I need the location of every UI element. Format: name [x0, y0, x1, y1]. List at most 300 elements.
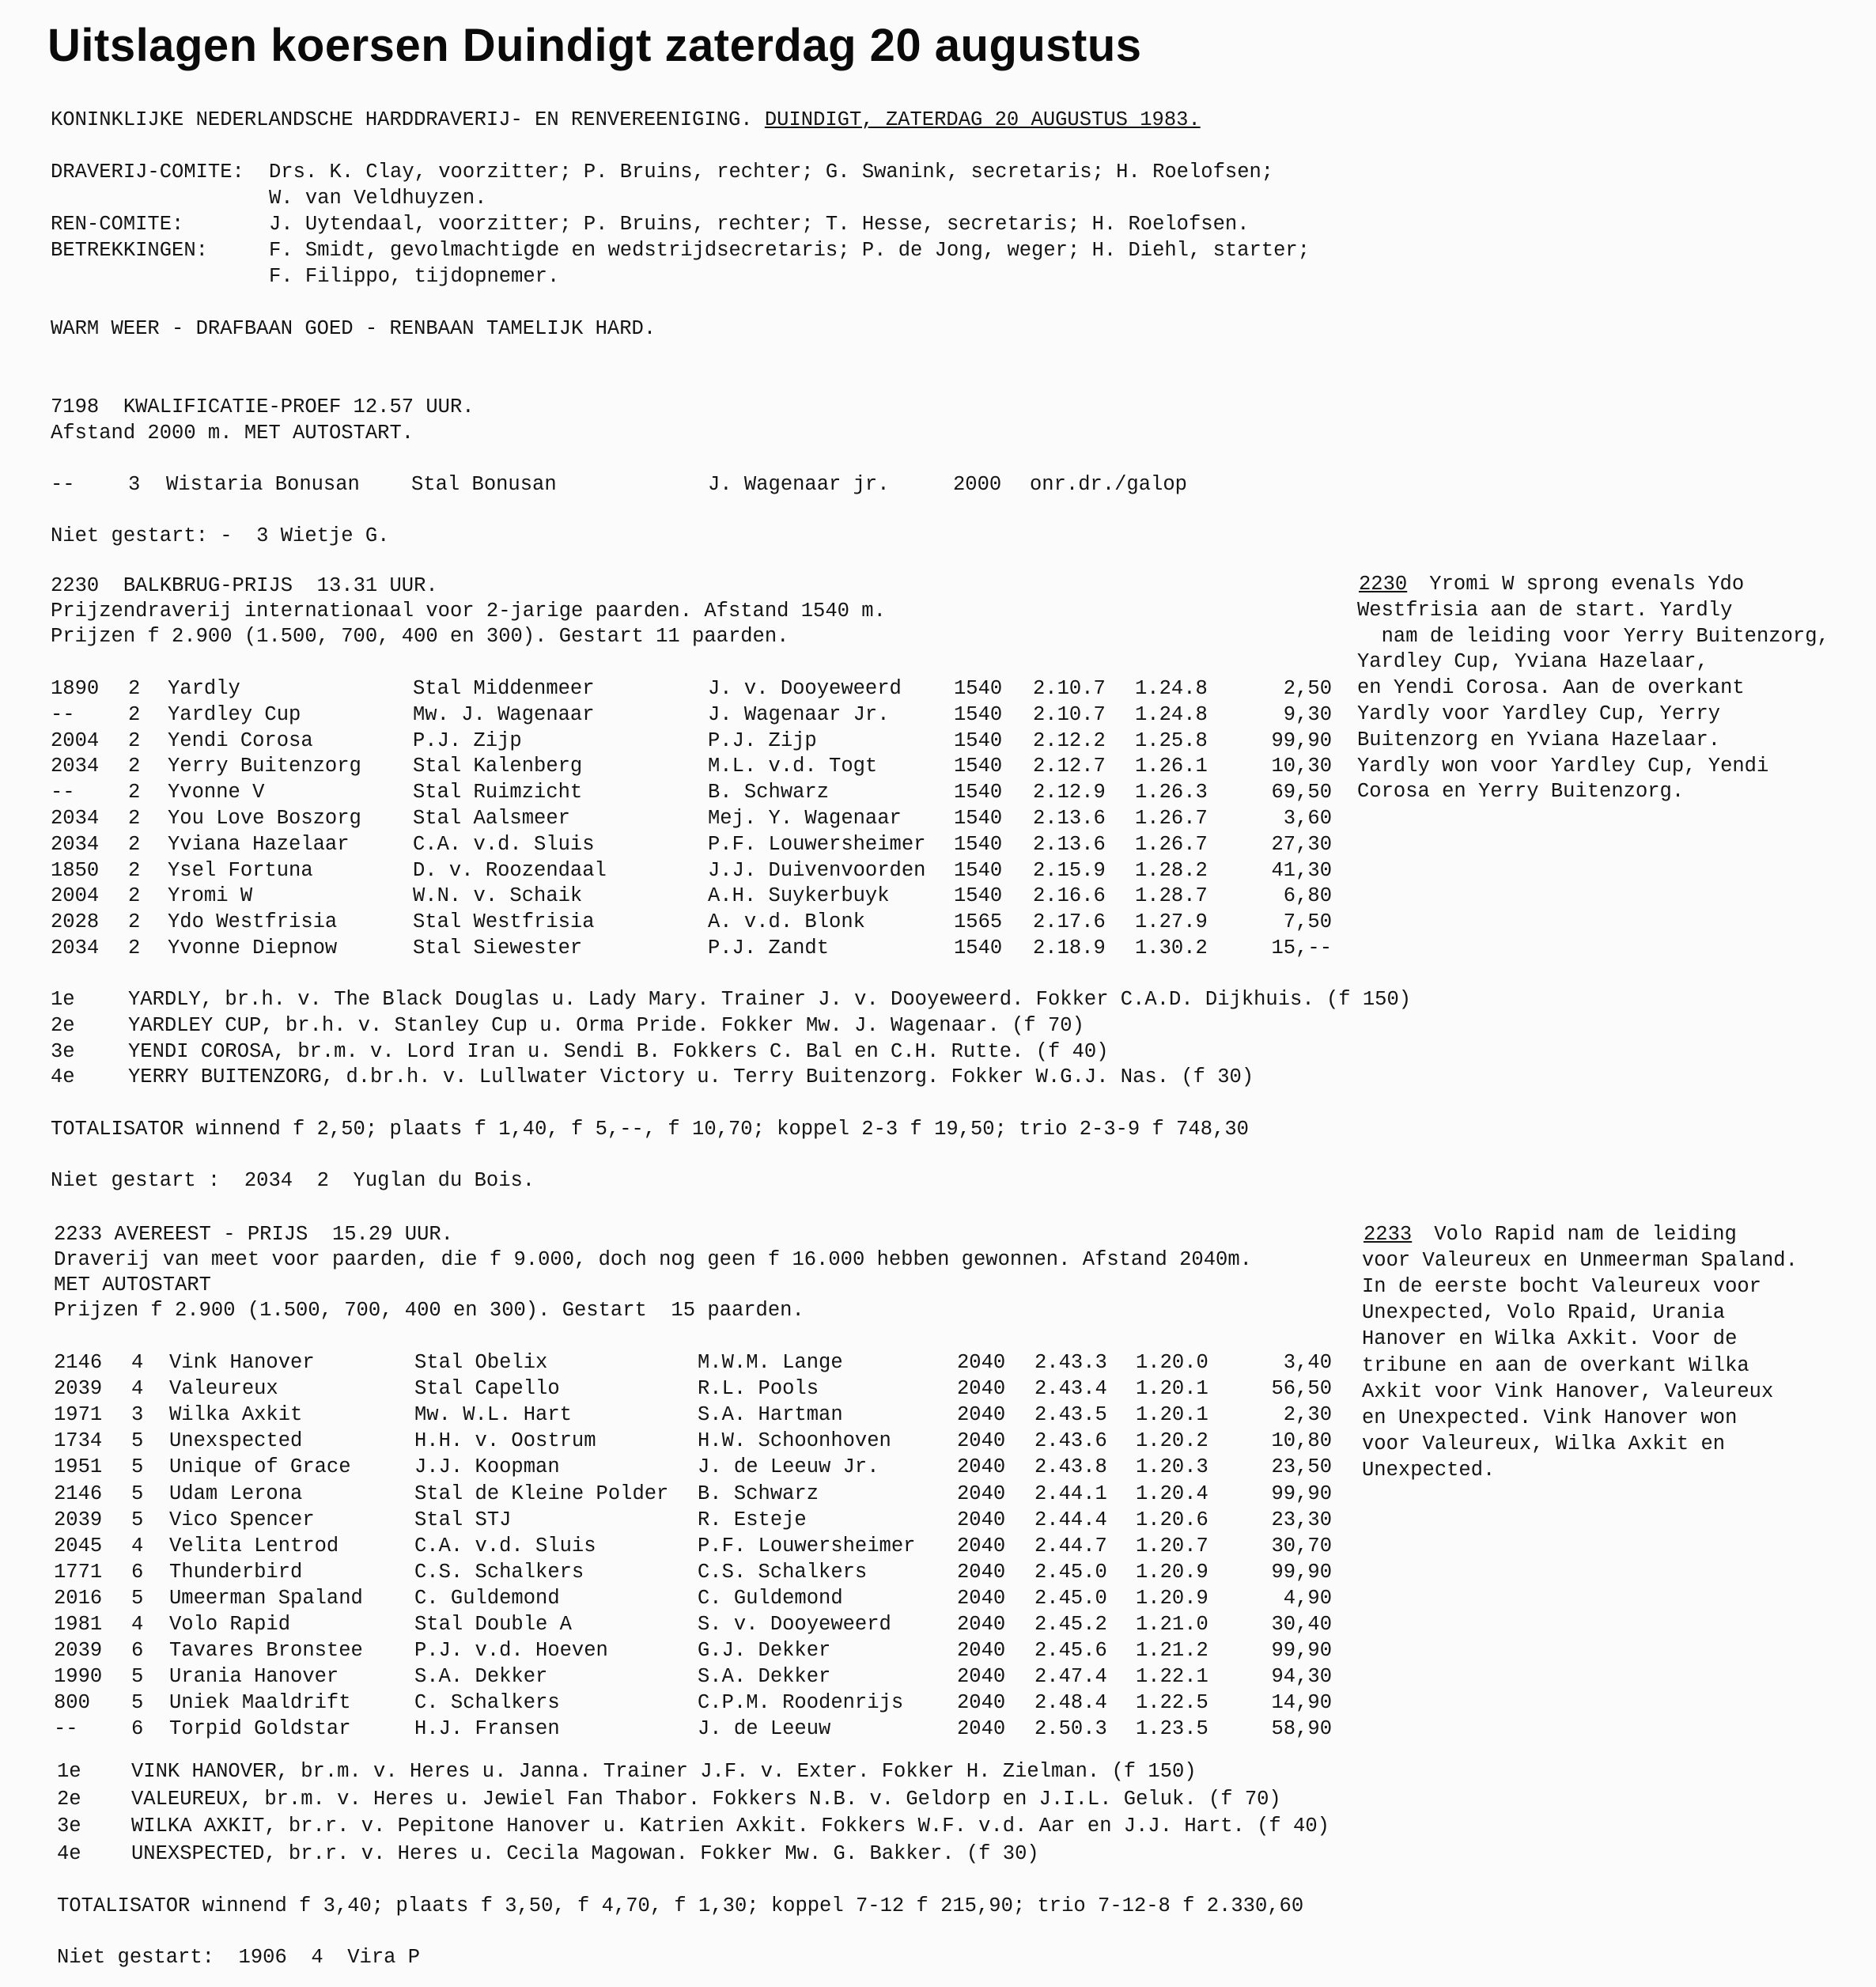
- race-2230-number: 2230: [51, 574, 100, 597]
- betrekkingen-members-2: F. Filippo, tijdopnemer.: [269, 265, 560, 288]
- cell-age: 2: [128, 702, 141, 726]
- cell-distance: 2040: [957, 1508, 1006, 1531]
- cell-odds: 9,30: [1283, 702, 1332, 726]
- cell-km-time: 2.16.6: [1033, 884, 1106, 908]
- entry-result: onr.dr./galop: [1030, 473, 1187, 496]
- cell-driver: B. Schwarz: [698, 1482, 819, 1505]
- note-number-link: 2233: [1364, 1223, 1413, 1246]
- cell-driver: M.L. v.d. Togt: [708, 755, 878, 778]
- cell-distance: 2040: [957, 1534, 1006, 1557]
- draverij-members-2: W. van Veldhuyzen.: [269, 187, 487, 210]
- cell-odds: 99,90: [1271, 1560, 1332, 1584]
- cell-total-time: 1.20.0: [1136, 1351, 1208, 1374]
- cell-distance: 1540: [954, 755, 1003, 778]
- cell-horse: Valeureux: [169, 1377, 278, 1401]
- cell-horse: Vink Hanover: [169, 1351, 315, 1374]
- cell-total-time: 1.20.7: [1136, 1534, 1208, 1557]
- placing-row: [0, 1787, 1503, 1813]
- table-row: [0, 754, 1345, 780]
- cell-age: 6: [131, 1560, 144, 1584]
- cell-total-time: 1.26.1: [1135, 755, 1208, 778]
- cell-km-time: 2.45.0: [1034, 1560, 1107, 1584]
- cell-owner: H.J. Fransen: [414, 1717, 560, 1741]
- cell-horse: Yvonne V: [168, 781, 265, 804]
- cell-km-time: 2.45.6: [1034, 1639, 1107, 1663]
- cell-owner: S.A. Dekker: [414, 1665, 548, 1689]
- cell-total-time: 1.26.7: [1135, 807, 1208, 830]
- cell-total-time: 1.24.8: [1135, 702, 1208, 726]
- table-row: [0, 729, 1345, 755]
- cell-prev-race: 2034: [51, 755, 100, 778]
- race-2233-note-number: [1364, 1221, 1412, 1247]
- table-row: [0, 1350, 1345, 1376]
- cell-prev-race: 2028: [51, 910, 100, 934]
- cell-driver: Mej. Y. Wagenaar: [708, 807, 902, 830]
- table-row: [0, 1560, 1345, 1586]
- race-2233-not-started: Niet gestart: 1906 4 Vira P: [57, 1946, 421, 1969]
- betrekkingen-label: BETREKKINGEN:: [51, 239, 208, 262]
- ren-label: REN-COMITE:: [51, 213, 184, 236]
- note-line: Westfrisia aan de start. Yardly: [1357, 598, 1733, 622]
- entry-age: 3: [128, 473, 141, 496]
- cell-owner: C. Schalkers: [414, 1691, 560, 1715]
- cell-prev-race: 1890: [51, 677, 100, 700]
- cell-prev-race: 1971: [54, 1403, 103, 1427]
- cell-distance: 2040: [957, 1613, 1006, 1636]
- cell-horse: Udam Lerona: [169, 1482, 303, 1505]
- cell-owner: H.H. v. Oostrum: [414, 1429, 596, 1453]
- cell-age: 2: [128, 729, 141, 752]
- placing-position: 2e: [57, 1787, 81, 1811]
- cell-km-time: 2.43.3: [1034, 1351, 1107, 1374]
- cell-prev-race: 1951: [54, 1455, 103, 1479]
- race-2230-conditions: Prijzendraverij internationaal voor 2-jarige paarden. Afstand 1540 m.: [51, 600, 886, 623]
- table-row: [0, 1376, 1345, 1402]
- cell-age: 5: [131, 1429, 144, 1453]
- note-number-link: 2230: [1359, 573, 1408, 596]
- draverij-label: DRAVERIJ-COMITE:: [51, 161, 244, 184]
- cell-odds: 10,30: [1271, 755, 1332, 778]
- cell-owner: C. Guldemond: [414, 1586, 560, 1610]
- table-row: [0, 910, 1345, 936]
- cell-distance: 1540: [954, 832, 1003, 856]
- table-row: [0, 832, 1345, 858]
- cell-total-time: 1.20.9: [1136, 1560, 1208, 1584]
- placing-position: 4e: [51, 1065, 75, 1089]
- placing-row: [0, 1759, 1503, 1785]
- cell-horse: Yerry Buitenzorg: [168, 755, 361, 778]
- placing-description: VALEUREUX, br.m. v. Heres u. Jewiel Fan Thabor. Fokkers N.B. v. Geldorp en J.I.L. Geluk. (f 70): [131, 1787, 1281, 1811]
- table-row: [0, 702, 1345, 729]
- draverij-members-1: Drs. K. Clay, voorzitter; P. Bruins, rechter; G. Swanink, secretaris; H. Roelofsen;: [269, 161, 1274, 184]
- placing-position: 3e: [57, 1815, 81, 1838]
- note-line: Hanover en Wilka Axkit. Voor de: [1362, 1327, 1738, 1351]
- cell-km-time: 2.50.3: [1034, 1717, 1107, 1741]
- table-row: [0, 858, 1345, 884]
- cell-odds: 14,90: [1271, 1691, 1332, 1715]
- table-row: [0, 1690, 1345, 1716]
- note-line: en Yendi Corosa. Aan de overkant: [1357, 676, 1745, 700]
- race-2230-totalisator: TOTALISATOR winnend f 2,50; plaats f 1,40, f 5,--, f 10,70; koppel 2-3 f 19,50; trio 2-3-9 f 748,30: [51, 1118, 1249, 1141]
- cell-horse: Yardley Cup: [168, 702, 301, 726]
- meeting-date: DUINDIGT, ZATERDAG 20 AUGUSTUS 1983.: [764, 108, 1201, 131]
- cell-total-time: 1.30.2: [1135, 937, 1208, 959]
- cell-age: 2: [128, 781, 141, 804]
- cell-distance: 2040: [957, 1429, 1006, 1453]
- cell-odds: 99,90: [1271, 729, 1332, 752]
- cell-km-time: 2.13.6: [1033, 832, 1106, 856]
- cell-owner: P.J. Zijp: [413, 729, 522, 752]
- cell-distance: 2040: [957, 1586, 1006, 1610]
- cell-distance: 2040: [957, 1691, 1006, 1715]
- cell-km-time: 2.44.7: [1034, 1534, 1107, 1557]
- cell-prev-race: 2039: [54, 1377, 103, 1401]
- cell-prev-race: --: [54, 1717, 78, 1741]
- cell-total-time: 1.20.1: [1136, 1377, 1208, 1401]
- cell-distance: 1540: [954, 858, 1003, 882]
- cell-km-time: 2.45.2: [1034, 1613, 1107, 1636]
- cell-odds: 2,50: [1283, 677, 1332, 700]
- cell-horse: Umeerman Spaland: [169, 1586, 363, 1610]
- note-line: Yardley Cup, Yviana Hazelaar,: [1357, 650, 1708, 674]
- cell-odds: 4,90: [1283, 1586, 1332, 1610]
- cell-odds: 27,30: [1271, 832, 1332, 856]
- cell-horse: Yvonne Diepnow: [168, 937, 338, 959]
- cell-distance: 1540: [954, 884, 1003, 908]
- entry-owner: Stal Bonusan: [411, 473, 557, 496]
- cell-prev-race: 1734: [54, 1429, 103, 1453]
- cell-distance: 2040: [957, 1482, 1006, 1505]
- cell-km-time: 2.43.6: [1034, 1429, 1107, 1453]
- race-2230-prizes: Prijzen f 2.900 (1.500, 700, 400 en 300). Gestart 11 paarden.: [51, 625, 789, 648]
- placing-position: 1e: [57, 1760, 81, 1783]
- cell-total-time: 1.20.2: [1136, 1429, 1208, 1453]
- cell-owner: Stal Capello: [414, 1377, 560, 1401]
- note-line: Corosa en Yerry Buitenzorg.: [1357, 780, 1685, 804]
- cell-driver: G.J. Dekker: [698, 1639, 831, 1663]
- cell-owner: Stal Siewester: [413, 937, 583, 959]
- race-7198-subheading: Afstand 2000 m. MET AUTOSTART.: [51, 422, 414, 445]
- cell-driver: J. de Leeuw Jr.: [698, 1455, 879, 1479]
- cell-horse: Yromi W: [168, 884, 253, 908]
- cell-odds: 10,80: [1271, 1429, 1332, 1453]
- cell-total-time: 1.28.2: [1135, 858, 1208, 882]
- cell-odds: 99,90: [1271, 1639, 1332, 1663]
- cell-driver: J. Wagenaar Jr.: [708, 702, 890, 726]
- note-line: voor Valeureux en Unmeerman Spaland.: [1362, 1249, 1798, 1273]
- placing-position: 3e: [51, 1039, 75, 1063]
- table-row: [0, 1612, 1345, 1638]
- cell-total-time: 1.28.7: [1135, 884, 1208, 908]
- cell-km-time: 2.10.7: [1033, 702, 1106, 726]
- cell-total-time: 1.20.4: [1136, 1482, 1208, 1505]
- table-row: [0, 780, 1345, 806]
- race-2230-title: BALKBRUG-PRIJS 13.31 UUR.: [123, 574, 438, 597]
- placing-description: YERRY BUITENZORG, d.br.h. v. Lullwater Victory u. Terry Buitenzorg. Fokker W.G.J. Nas. (f 30): [128, 1065, 1254, 1089]
- cell-prev-race: 2039: [54, 1639, 103, 1663]
- table-row: [0, 806, 1345, 832]
- cell-odds: 3,40: [1283, 1351, 1332, 1374]
- cell-driver: A. v.d. Blonk: [708, 910, 865, 934]
- cell-driver: S.A. Hartman: [698, 1403, 843, 1427]
- cell-km-time: 2.17.6: [1033, 910, 1106, 934]
- cell-driver: P.F. Louwersheimer: [708, 832, 926, 856]
- cell-driver: J.J. Duivenvoorden: [708, 858, 926, 882]
- cell-km-time: 2.12.2: [1033, 729, 1106, 752]
- cell-horse: You Love Boszorg: [168, 807, 361, 830]
- table-row: [0, 1664, 1345, 1690]
- cell-odds: 23,30: [1271, 1508, 1332, 1531]
- cell-prev-race: 2146: [54, 1482, 103, 1505]
- ren-members: J. Uytendaal, voorzitter; P. Bruins, rechter; T. Hesse, secretaris; H. Roelofsen.: [269, 213, 1250, 236]
- cell-age: 4: [131, 1377, 144, 1401]
- cell-driver: J. de Leeuw: [698, 1717, 831, 1741]
- table-row: [0, 1402, 1345, 1429]
- cell-distance: 1540: [954, 677, 1003, 700]
- cell-owner: J.J. Koopman: [414, 1455, 560, 1479]
- cell-horse: Yardly: [168, 677, 240, 700]
- race-2233-totalisator: TOTALISATOR winnend f 3,40; plaats f 3,50, f 4,70, f 1,30; koppel 7-12 f 215,90; trio 7-12-8 f 2.330,60: [57, 1894, 1304, 1917]
- cell-distance: 1540: [954, 702, 1003, 726]
- cell-age: 2: [128, 832, 141, 856]
- cell-distance: 1540: [954, 781, 1003, 804]
- cell-prev-race: 2039: [54, 1508, 103, 1531]
- note-line: Yardly won voor Yardley Cup, Yendi: [1357, 754, 1769, 778]
- cell-km-time: 2.43.8: [1034, 1455, 1107, 1479]
- placing-row: [0, 1065, 1503, 1091]
- cell-distance: 1540: [954, 729, 1003, 752]
- cell-prev-race: 2016: [54, 1586, 103, 1610]
- cell-prev-race: 2034: [51, 937, 100, 959]
- cell-prev-race: 2045: [54, 1534, 103, 1557]
- note-line: Yromi W sprong evenals Ydo: [1417, 573, 1745, 596]
- placing-row: [0, 987, 1503, 1013]
- cell-prev-race: 2034: [51, 832, 100, 856]
- race-2233-prizes: Prijzen f 2.900 (1.500, 700, 400 en 300). Gestart 15 paarden.: [54, 1299, 804, 1322]
- cell-distance: 2040: [957, 1455, 1006, 1479]
- cell-age: 5: [131, 1691, 144, 1715]
- page-title: Uitslagen koersen Duindigt zaterdag 20 augustus: [47, 20, 1142, 71]
- table-row: [0, 1534, 1345, 1560]
- cell-odds: 15,--: [1271, 937, 1332, 959]
- cell-owner: Mw. J. Wagenaar: [413, 702, 595, 726]
- cell-horse: Ydo Westfrisia: [168, 910, 338, 934]
- cell-horse: Unexspected: [169, 1429, 303, 1453]
- cell-total-time: 1.23.5: [1136, 1717, 1208, 1741]
- cell-age: 2: [128, 910, 141, 934]
- table-row: [0, 936, 1345, 962]
- cell-driver: R. Esteje: [698, 1508, 807, 1531]
- cell-odds: 94,30: [1271, 1665, 1332, 1689]
- cell-age: 5: [131, 1665, 144, 1689]
- cell-prev-race: 2004: [51, 884, 100, 908]
- cell-prev-race: 1771: [54, 1560, 103, 1584]
- cell-total-time: 1.21.2: [1136, 1639, 1208, 1663]
- table-row: [0, 1508, 1345, 1534]
- cell-owner: Stal de Kleine Polder: [414, 1482, 669, 1505]
- table-row: [0, 1482, 1345, 1508]
- cell-total-time: 1.27.9: [1135, 910, 1208, 934]
- note-line: voor Valeureux, Wilka Axkit en: [1362, 1432, 1726, 1455]
- note-line: tribune en aan de overkant Wilka: [1362, 1353, 1749, 1377]
- cell-owner: W.N. v. Schaik: [413, 884, 583, 908]
- note-line: Axkit voor Vink Hanover, Valeureux: [1362, 1380, 1774, 1403]
- cell-owner: C.A. v.d. Sluis: [414, 1534, 596, 1557]
- cell-distance: 2040: [957, 1665, 1006, 1689]
- cell-prev-race: 1990: [54, 1665, 103, 1689]
- cell-owner: Stal Ruimzicht: [413, 781, 583, 804]
- cell-prev-race: 1981: [54, 1613, 103, 1636]
- cell-age: 2: [128, 937, 141, 959]
- table-row: [0, 1638, 1345, 1664]
- cell-total-time: 1.26.3: [1135, 781, 1208, 804]
- cell-owner: D. v. Roozendaal: [413, 858, 607, 882]
- cell-driver: H.W. Schoonhoven: [698, 1429, 891, 1453]
- entry-prev: --: [51, 473, 75, 496]
- placing-description: YENDI COROSA, br.m. v. Lord Iran u. Sendi B. Fokkers C. Bal en C.H. Rutte. (f 40): [128, 1039, 1109, 1063]
- cell-prev-race: 2034: [51, 807, 100, 830]
- cell-driver: P.J. Zijp: [708, 729, 817, 752]
- cell-km-time: 2.43.4: [1034, 1377, 1107, 1401]
- cell-prev-race: 2004: [51, 729, 100, 752]
- cell-owner: C.A. v.d. Sluis: [413, 832, 595, 856]
- cell-horse: Volo Rapid: [169, 1613, 291, 1636]
- cell-owner: Stal STJ: [414, 1508, 512, 1531]
- table-row: [0, 884, 1345, 910]
- cell-prev-race: --: [51, 781, 75, 804]
- cell-horse: Yendi Corosa: [168, 729, 313, 752]
- cell-age: 6: [131, 1717, 144, 1741]
- cell-horse: Tavares Bronstee: [169, 1639, 363, 1663]
- cell-horse: Uniek Maaldrift: [169, 1691, 351, 1715]
- cell-age: 5: [131, 1508, 144, 1531]
- cell-horse: Urania Hanover: [169, 1665, 339, 1689]
- race-2233-conditions: Draverij van meet voor paarden, die f 9.000, doch nog geen f 16.000 hebben gewonnen. Afstand 2040m.: [54, 1248, 1252, 1271]
- cell-total-time: 1.20.3: [1136, 1455, 1208, 1479]
- cell-age: 5: [131, 1586, 144, 1610]
- cell-driver: M.W.M. Lange: [698, 1351, 843, 1374]
- cell-age: 5: [131, 1482, 144, 1505]
- cell-driver: J. v. Dooyeweerd: [708, 677, 902, 700]
- cell-odds: 2,30: [1283, 1403, 1332, 1427]
- cell-km-time: 2.13.6: [1033, 807, 1106, 830]
- cell-odds: 99,90: [1271, 1482, 1332, 1505]
- cell-total-time: 1.22.1: [1136, 1665, 1208, 1689]
- cell-distance: 2040: [957, 1560, 1006, 1584]
- cell-km-time: 2.43.5: [1034, 1403, 1107, 1427]
- note-line: en Unexpected. Vink Hanover won: [1362, 1406, 1738, 1429]
- table-row: [0, 1455, 1345, 1481]
- race-7198-not-started: Niet gestart: - 3 Wietje G.: [51, 524, 390, 547]
- cell-owner: Stal Double A: [414, 1613, 572, 1636]
- cell-driver: B. Schwarz: [708, 781, 830, 804]
- placing-description: YARDLY, br.h. v. The Black Douglas u. Lady Mary. Trainer J. v. Dooyeweerd. Fokker C.A.D. Dijkhuis. (f 150): [128, 988, 1412, 1011]
- placing-position: 1e: [51, 988, 75, 1011]
- cell-odds: 41,30: [1271, 858, 1332, 882]
- cell-driver: S.A. Dekker: [698, 1665, 831, 1689]
- cell-km-time: 2.12.7: [1033, 755, 1106, 778]
- cell-age: 4: [131, 1351, 144, 1374]
- cell-horse: Ysel Fortuna: [168, 858, 313, 882]
- placing-description: WILKA AXKIT, br.r. v. Pepitone Hanover u. Katrien Axkit. Fokkers W.F. v.d. Aar en J.J. Hart. (f 40): [131, 1815, 1329, 1838]
- cell-age: 2: [128, 858, 141, 882]
- cell-age: 3: [131, 1403, 144, 1427]
- cell-distance: 1540: [954, 937, 1003, 959]
- entry-driver: J. Wagenaar jr.: [708, 473, 890, 496]
- table-row: [0, 676, 1345, 702]
- cell-total-time: 1.24.8: [1135, 677, 1208, 700]
- cell-age: 2: [128, 807, 141, 830]
- placing-description: YARDLEY CUP, br.h. v. Stanley Cup u. Orma Pride. Fokker Mw. J. Wagenaar. (f 70): [128, 1013, 1084, 1037]
- cell-km-time: 2.48.4: [1034, 1691, 1107, 1715]
- cell-owner: Mw. W.L. Hart: [414, 1403, 572, 1427]
- table-row: [0, 1429, 1345, 1455]
- cell-km-time: 2.44.4: [1034, 1508, 1107, 1531]
- placing-row: [0, 1039, 1503, 1065]
- note-line: Buitenzorg en Yviana Hazelaar.: [1357, 728, 1721, 751]
- cell-distance: 2040: [957, 1717, 1006, 1741]
- race-2230-note-number: [1359, 571, 1407, 597]
- cell-prev-race: --: [51, 702, 75, 726]
- cell-driver: P.F. Louwersheimer: [698, 1534, 916, 1557]
- placing-row: [0, 1013, 1503, 1039]
- note-line: Volo Rapid nam de leiding: [1422, 1223, 1737, 1246]
- table-row: [0, 1716, 1345, 1743]
- cell-odds: 30,40: [1271, 1613, 1332, 1636]
- race-7198-entry: [0, 472, 1345, 498]
- cell-total-time: 1.22.5: [1136, 1691, 1208, 1715]
- cell-horse: Thunderbird: [169, 1560, 303, 1584]
- cell-odds: 56,50: [1271, 1377, 1332, 1401]
- placing-description: UNEXSPECTED, br.r. v. Heres u. Cecila Magowan. Fokker Mw. G. Bakker. (f 30): [131, 1841, 1039, 1865]
- cell-age: 4: [131, 1613, 144, 1636]
- note-line: Unexpected.: [1362, 1458, 1496, 1482]
- cell-odds: 69,50: [1271, 781, 1332, 804]
- cell-odds: 30,70: [1271, 1534, 1332, 1557]
- weather-line: WARM WEER - DRAFBAAN GOED - RENBAAN TAMELIJK HARD.: [51, 317, 656, 340]
- cell-owner: C.S. Schalkers: [414, 1560, 584, 1584]
- organisation-line: [51, 108, 1201, 133]
- placing-row: [0, 1841, 1503, 1868]
- cell-driver: S. v. Dooyeweerd: [698, 1613, 891, 1636]
- cell-age: 2: [128, 884, 141, 908]
- cell-horse: Torpid Goldstar: [169, 1717, 351, 1741]
- cell-distance: 1540: [954, 807, 1003, 830]
- note-line: Yardly voor Yardley Cup, Yerry: [1357, 702, 1721, 725]
- cell-owner: Stal Westfrisia: [413, 910, 595, 934]
- cell-prev-race: 1850: [51, 858, 100, 882]
- cell-distance: 2040: [957, 1403, 1006, 1427]
- cell-age: 2: [128, 677, 141, 700]
- cell-owner: P.J. v.d. Hoeven: [414, 1639, 608, 1663]
- cell-total-time: 1.21.0: [1136, 1613, 1208, 1636]
- race-2230-heading: [51, 573, 438, 599]
- cell-km-time: 2.10.7: [1033, 677, 1106, 700]
- cell-prev-race: 2146: [54, 1351, 103, 1374]
- cell-distance: 1565: [954, 910, 1003, 934]
- cell-km-time: 2.15.9: [1033, 858, 1106, 882]
- race-2233-autostart: MET AUTOSTART: [54, 1274, 211, 1296]
- cell-distance: 2040: [957, 1351, 1006, 1374]
- entry-horse: Wistaria Bonusan: [166, 473, 360, 496]
- cell-owner: Stal Aalsmeer: [413, 807, 570, 830]
- note-line: In de eerste bocht Valeureux voor: [1362, 1275, 1761, 1299]
- cell-total-time: 1.25.8: [1135, 729, 1208, 752]
- cell-driver: C. Guldemond: [698, 1586, 843, 1610]
- race-7198-heading: 7198 KWALIFICATIE-PROEF 12.57 UUR.: [51, 396, 475, 418]
- cell-km-time: 2.45.0: [1034, 1586, 1107, 1610]
- cell-km-time: 2.44.1: [1034, 1482, 1107, 1505]
